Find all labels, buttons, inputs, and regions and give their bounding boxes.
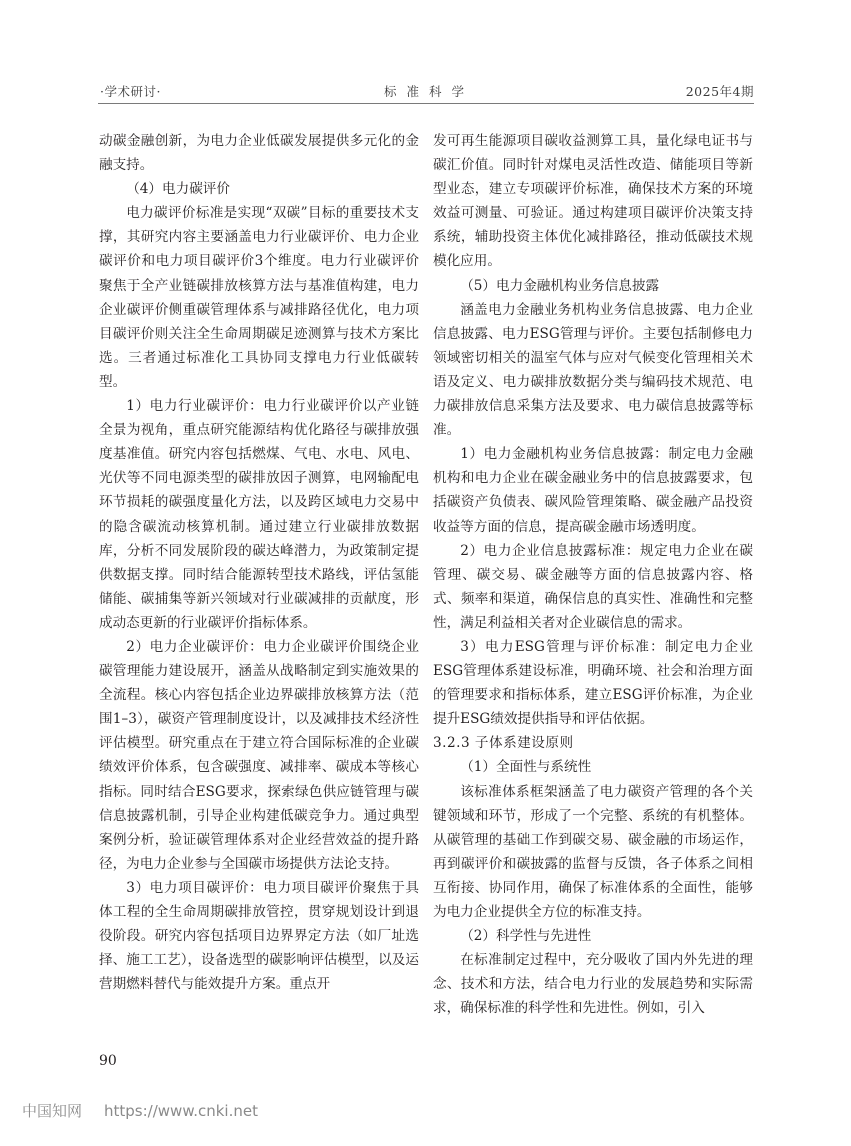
paragraph: 该标准体系框架涵盖了电力碳资产管理的各个关键领域和环节，形成了一个完整、系统的有机整体。从碳管理的基础工作到碳交易、碳金融的市场运作，再到碳评价和碳披露的监督与反馈，各子体系之间相互衔接、协同作用，确保了标准体系的全面性，能够为电力企业提供全方位的标准支持。 [433,783,753,920]
watermark-url: https://www.cnki.net [104,1102,258,1120]
subheading: （2）科学性与先进性 [460,928,592,945]
watermark-site: 中国知网 [22,1102,83,1120]
paragraph: 2）电力企业信息披露标准：规定电力企业在碳管理、碳交易、碳金融等方面的信息披露内容、格式、频率和渠道，确保信息的真实性、准确性和完整性，满足利益相关者对企业碳信息的需求。 [433,542,753,631]
paragraph: 在标准制定过程中，充分吸收了国内外先进的理念、技术和方法，结合电力行业的发展趋势和实际需求，确保标准的科学性和先进性。例如，引入 [433,952,753,1017]
paragraph: 3）电力ESG管理与评价标准：制定电力企业ESG管理体系建设标准，明确环境、社会和治理方面的管理要求和指标体系，建立ESG评价标准，为企业提升ESG绩效提供指导和评估依据。 [433,638,753,728]
left-column [99,129,419,996]
paragraph: 3）电力项目碳评价：电力项目碳评价聚焦于具体工程的全生命周期碳排放管控，贯穿规划设计到退役阶段。研究内容包括项目边界界定方法（如厂址选择、施工工艺），设备选型的碳影响评估模型，以及运营期燃料替代与能效提升方案。重点开 [99,879,419,993]
running-header-section: ·学术研讨· [100,84,161,99]
header-rule [98,103,754,104]
running-header-journal: 标 准 科 学 [384,84,467,99]
paragraph: 涵盖电力金融业务机构业务信息披露、电力企业信息披露、电力ESG管理与评价。主要包括制修电力领域密切相关的温室气体与应对气候变化管理相关术语及定义、电力碳排放数据分类与编码技术规范、电力碳排放信息采集方法及要求、电力碳信息披露等标准。 [433,301,753,439]
watermark [22,1100,280,1121]
paragraph: 1）电力行业碳评价：电力行业碳评价以产业链全景为视角，重点研究能源结构优化路径与碳排放强度基准值。研究内容包括燃煤、气电、水电、风电、光伏等不同电源类型的碳排放因子测算，电网输配电环节损耗的碳强度量化方法，以及跨区域电力交易中的隐含碳流动核算机制。通过建立行业碳排放数据库，分析不同发展阶段的碳达峰潜力，为政策制定提供数据支撑。同时结合能源转型技术路线，评估氢能储能、碳捕集等新兴领域对行业碳减排的贡献度，形成动态更新的行业碳评价指标体系。 [99,398,419,631]
paragraph: 2）电力企业碳评价：电力企业碳评价围绕企业碳管理能力建设展开，涵盖从战略制定到实施效果的全流程。核心内容包括企业边界碳排放核算方法（范围1–3），碳资产管理制度设计，以及减排技术经济性评估模型。研究重点在于建立符合国际标准的企业碳绩效评价体系，包含碳强度、减排率、碳成本等核心指标。同时结合ESG要求，探索绿色供应链管理与碳信息披露机制，引导企业构建低碳竞争力。通过典型案例分析，验证碳管理体系对企业经营效益的提升路径，为电力企业参与全国碳市场提供方法论支持。 [99,638,419,872]
paragraph: 动碳金融创新，为电力企业低碳发展提供多元化的金融支持。 [99,133,419,174]
page-number: 90 [99,1053,117,1069]
subheading: （4）电力碳评价 [126,181,230,198]
paragraph: 电力碳评价标准是实现“双碳”目标的重要技术支撑，其研究内容主要涵盖电力行业碳评价、电力企业碳评价和电力项目碳评价3个维度。电力行业碳评价聚焦于全产业链碳排放核算方法与基准值构建，电力企业碳评价侧重碳管理体系与减排路径优化，电力项目碳评价则关注全生命周期碳足迹测算与技术方案比选。三者通过标准化工具协同支撑电力行业低碳转型。 [99,205,419,390]
paragraph: 1）电力金融机构业务信息披露：制定电力金融机构和电力企业在碳金融业务中的信息披露要求，包括碳资产负债表、碳风险管理策略、碳金融产品投资收益等方面的信息，提高碳金融市场透明度。 [433,446,753,535]
subheading: （1）全面性与系统性 [460,759,592,776]
subheading: （5）电力金融机构业务信息披露 [460,277,660,294]
right-column [433,129,753,1020]
running-header-issue: 2025年4期 [685,84,754,99]
paragraph: 发可再生能源项目碳收益测算工具，量化绿电证书与碳汇价值。同时针对煤电灵活性改造、储能项目等新型业态，建立专项碳评价标准，确保技术方案的环境效益可测量、可验证。通过构建项目碳评价决策支持系统，辅助投资主体优化减排路径，推动低碳技术规模化应用。 [433,133,753,270]
section-heading: 3.2.3 子体系建设原则 [433,735,574,752]
